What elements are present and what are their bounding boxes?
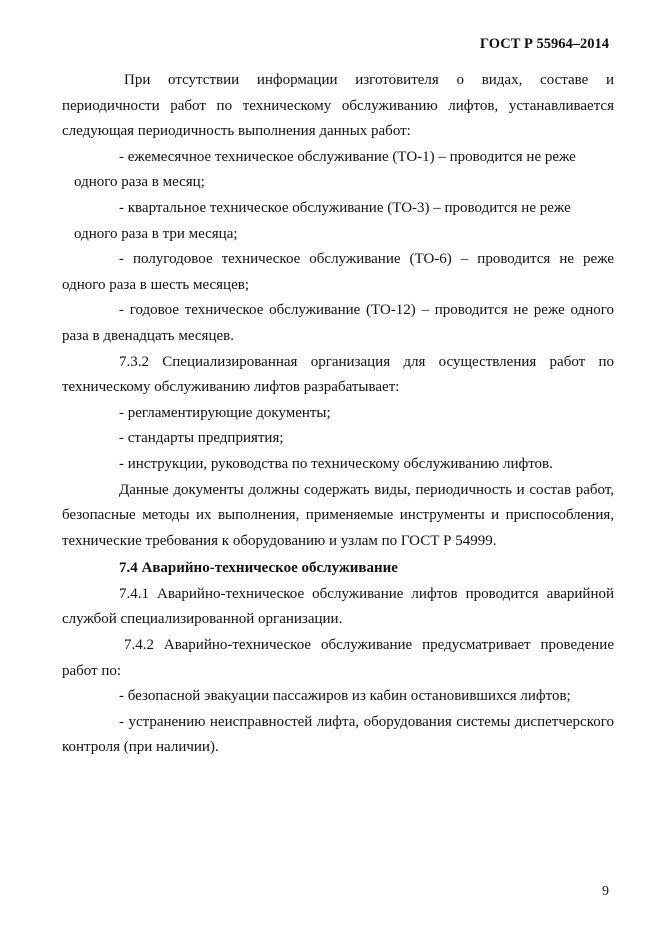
list-item-to12: - годовое техническое обслуживание (ТО-12) – проводится не реже одного раза в двенадцать месяцев. bbox=[62, 302, 614, 344]
list-item-to6: - полугодовое техническое обслуживание (ТО-6) – проводится не реже одного раза в шесть месяцев; bbox=[62, 251, 614, 293]
documents-paragraph: Данные документы должны содержать виды, периодичность и состав работ, безопасные методы их выполнения, применяемые инструменты и приспособления, технические требования к оборудованию и узлам по ГОСТ Р 54999. bbox=[62, 481, 614, 549]
list-item-instructions: - инструкции, руководства по техническому обслуживанию лифтов. bbox=[119, 455, 553, 472]
clause-7-4-1: 7.4.1 Аварийно-техническое обслуживание лифтов проводится аварийной службой специализированной организации. bbox=[62, 585, 614, 628]
page-body bbox=[62, 68, 614, 761]
list-item-to1-line2: одного раза в месяц; bbox=[74, 174, 205, 191]
document-header: ГОСТ Р 55964–2014 bbox=[479, 36, 609, 52]
intro-paragraph: При отсутствии информации изготовителя о видах, составе и периодичности работ по техническому обслуживанию лифтов, устанавливается следующая периодичность выполнения данных работ: bbox=[62, 72, 614, 140]
list-item-evacuation: - безопасной эвакуации пассажиров из кабин остановившихся лифтов; bbox=[119, 688, 571, 705]
list-item-to1-line1: - ежемесячное техническое обслуживание (ТО-1) – проводится не реже bbox=[119, 148, 576, 165]
page-number: 9 bbox=[602, 884, 609, 899]
list-item-standards: - стандарты предприятия; bbox=[119, 430, 284, 447]
section-heading-7-4: 7.4 Аварийно-техническое обслуживание bbox=[119, 560, 398, 577]
list-item-to3-line2: одного раза в три месяца; bbox=[74, 225, 238, 242]
list-item-regulations: - регламентирующие документы; bbox=[119, 404, 331, 421]
list-item-to3-line1: - квартальное техническое обслуживание (ТО-3) – проводится не реже bbox=[119, 199, 571, 216]
clause-7-4-2: 7.4.2 Аварийно-техническое обслуживание предусматривает проведение работ по: bbox=[62, 637, 614, 679]
list-item-repair: - устранению неисправностей лифта, оборудования системы диспетчерского контроля (при наличии). bbox=[62, 713, 614, 756]
clause-7-3-2: 7.3.2 Специализированная организация для осуществления работ по техническому обслуживанию лифтов разрабатывает: bbox=[62, 353, 614, 396]
